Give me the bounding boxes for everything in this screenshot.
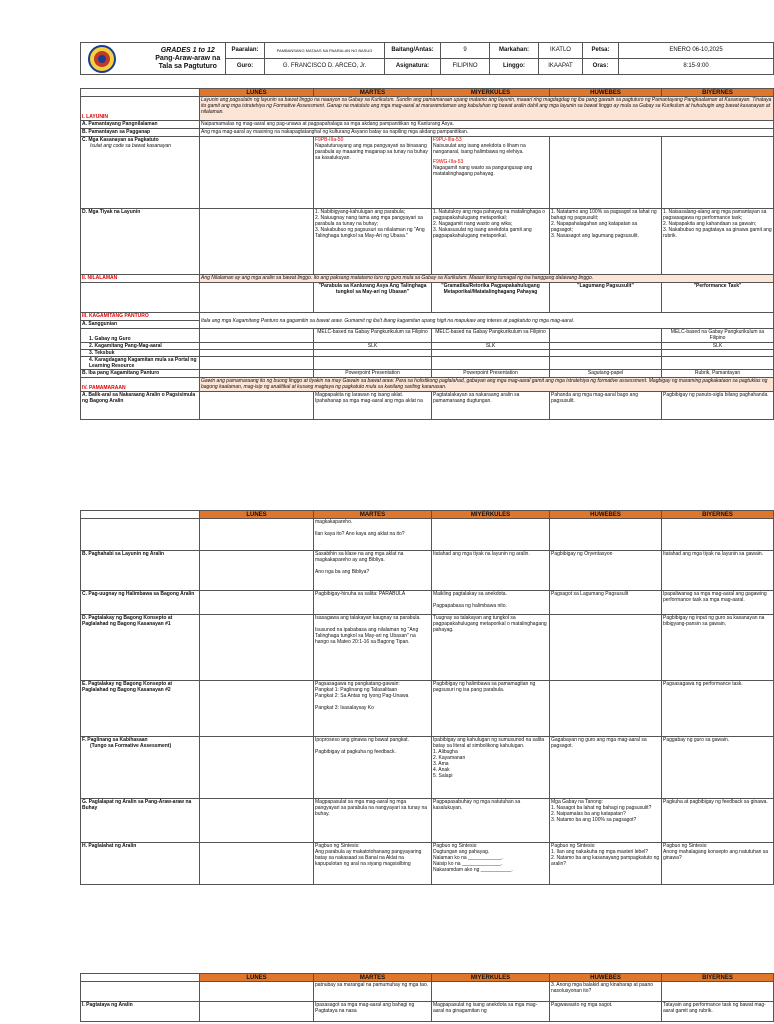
slk-martes: SLK [314,343,432,350]
day-header-row [81,89,774,97]
melc-martes: MELC-based na Gabay Pangkurikulum sa Filipino [314,329,432,343]
day-martes: MARTES [314,511,432,519]
pamantayang-pangnilalaman-row [81,121,774,129]
day-martes: MARTES [314,89,432,97]
iba-huwebes: Sagutang-papel [550,370,662,378]
kasanayan-label-cell [81,137,200,209]
paglinang-label-cell [81,737,200,799]
paglalapat-martes: Magpapasulat sa mga mag-aaral ng mga pangyayari sa parabula na nangyayari sa tunay na buhay. [314,799,432,843]
nilalaman-miyerkules: "Gramatika/Retorika Pagpapakahulugang Metaporikal/Matatalinghagang Pahayag [432,283,550,313]
pagtataya-label: I. Pagtataya ng Aralin [81,1002,200,1022]
paglinang-miyerkules: Ipabibigay ang kahulugan ng sumusunod na salita batay sa literal at simbolikong kahulugan. 1. Alibugha 2. Kayamanan 3. Ama 4. Anak 5. Salapi [433,737,545,779]
day-martes: MARTES [314,974,432,982]
pagtalakay-2-row [81,681,774,737]
pamamaraan-label: IV. PAMAMARAAN [81,378,200,392]
pag-uugnay-label: C. Pag-uugnay ng Halimbawa sa Bagong Aralin [81,591,200,615]
paglalapat-biyernes: Pagkuha at pagbibigay ng feedback sa ginawa. [662,799,774,843]
pamantayan-pagganap-text: Ang mga mag-aaral ay masining na nakapagtatanghal ng kulturang Asyano batay sa napiling mga akdang pampanitikan. [200,129,774,137]
kasanayan-martes [314,137,432,209]
linggo-label: Linggo: [490,59,539,75]
pag-uugnay-huwebes: Pagsagot sa Lagumang Pagsusulit [550,591,662,615]
paghahabi-martes: Sasabihin sa klase na ang mga aklat na magkakapareho ay ang Bibliya. Ano nga ba ang Bibliya? [315,551,404,575]
paglinang-label: F. Paglinang sa Kabihasaan [82,737,148,743]
page-3 [80,973,773,1022]
day-biyernes: BIYERNES [662,511,774,519]
pag-uugnay-martes: Pagbibigay-hinuha sa salita: PARABULA [314,591,432,615]
tiyak-na-layunin-row [81,209,774,275]
miyerkules-kasanayan-2: Nagagamit nang wasto sa pangungusap ang matatalinghagang pahayag. [433,165,533,177]
markahan-label: Markahan: [490,43,539,59]
teksbuk-label: 3. Teksbuk [81,350,200,357]
day-lunes: LUNES [200,974,314,982]
page-2 [80,510,773,885]
paglalapat-huwebes: Mga Gabay na Tanong: 1. Nasagot ba lahat ng bahagi ng pagsusulit? 2. Naipamalas ba ang katapatan? 3. Natamo ba ang 100% sa pagsagot? [551,799,652,823]
pagtalakay-2-miyerkules: Pagbibigay ng halimbawa sa pamamagitan ng pagsusuri ng isa pang parabula. [432,681,550,737]
paglalapat-miyerkules: Pagpapasabuhay ng mga natutuhan sa kasalukuyan. [432,799,550,843]
pagtalakay-1-biyernes: Pagbibigay ng input ng guro sa kasanayan na bibigyang-pansin sa gawain. [662,615,774,681]
balik-aral-miyerkules: Pagtatalakayan sa nakaraang aralin sa pamamaraang dugtungan. [432,392,550,420]
paglalahat-huwebes: Pagbuo ng Sintesis: 1. Ilan ang nakakuha ng mga masteri lebel? 2. Natamo ba ang kasanayang pampagkatuto ng aralin? [551,843,660,867]
karagdagang-label: 4. Karagdagang Kagamitan mula sa Portal ng Learning Resource [81,357,200,370]
pag-uugnay-row [81,591,774,615]
layunin-row [81,97,774,121]
pagtataya-miyerkules: Magpapasulat ng isang anekdota sa mga mag-aaral na ginagamitan ng [432,1002,550,1022]
paglalahat-label: H. Paglalahat ng Aralin [81,843,200,885]
pamamaraan-desc: Gawin ang pamamaraang ito ng buong linggo at tiyakin na may Gawain sa bawat araw. Para sa holistikong paglalahad, gabayan ang mga mag-aaral gamit ang mga istratehiya ng formative assessment. Magbigay ng maraming pagkakataon sa pagtuklas ng bagong kaalaman, mag-isip ng analitikal at kusang magtaya ng pagkatuto mula sa kanilang sariling karanasan. [200,378,774,392]
tiyak-miyerkules: 1. Natutukoy ang mga pahayag na matalinghaga o pagpapakahulugang metaporikal; 2. Nagagamit nang wasto ang wika; 3. Nakasusulat ng isang anekdota gamit ang pagpapakahulugang metaporikal. [433,209,546,239]
tiyak-na-layunin-label: D. Mga Tiyak na Layunin [81,209,200,275]
tiyak-martes: 1. Nabibigyang-kahulugan ang parabula; 2. Naiuugnay nang tama ang mga pangyayari sa parabula sa tunay na buhay; 3. Nakabubuo ng pagsusuri sa nilalaman ng "Ang Talinghaga tungkol sa May-Ari ng Ubasa." [315,209,425,239]
day-lunes: LUNES [200,511,314,519]
paglinang-row [81,737,774,799]
lesson-table-3 [80,973,774,1022]
kagamitang-mag-aaral-label: 2. Kagamitang Pang-Mag-aaral [81,343,200,350]
guro-label: Guro: [226,59,265,75]
pagtalakay-2-biyernes: Pagsasagawa ng performance task. [662,681,774,737]
pamamaraan-row [81,378,774,392]
teksbuk-row [81,350,774,357]
asignatura-value: FILIPINO [441,59,490,75]
kasanayan-label: C. Mga Kasanayan sa Pagkatuto [82,137,159,143]
paglalahat-martes: Pagbuo ng Sintesis: Ang parabula ay makatotohanang pangyayaring batay sa nakasaad sa Banal na Aklat na kapupulotan ng aral na siyang magsisilbing [315,843,422,867]
petsa-value: ENERO 06-10,2025 [619,43,774,59]
gabay-guro-row [81,329,774,343]
miyerkules-code-2: F9WG-IIIa-53 [433,159,464,165]
balik-aral-huwebes: Pahanda ang mga mag-aaral bago ang pagsusulit. [550,392,662,420]
nilalaman-topics-row [81,283,774,313]
pamantayang-pangnilalaman-label: A. Pamantayang Pangnilalaman [81,121,200,129]
nilalaman-row [81,275,774,283]
iba-pang-kagamitan-label: B. Iba pang Kagamitang Panturo [81,370,200,378]
nilalaman-desc: Ang Nilalaman ay ang mga aralin sa bawat linggo. Ito ang paksang matatamo turo ng guro mula sa Gabay sa Kurikulum. Maaari itong tumagal ng isa hanggang dalawang linggo. [200,275,774,283]
tiyak-huwebes: 1. Natatamo ang 100% sa pagsagot sa lahat ng bahagi ng pagsusulit; 2. Napapahalagahan ang katapatan sa pagsagot; 3. Nasasagot ang lagumang pagsusulit. [551,209,657,239]
day-huwebes: HUWEBES [550,511,662,519]
pagtalakay-1-row [81,615,774,681]
oras-value: 8:15-9:00 [619,59,774,75]
day-header-row-3 [81,974,774,982]
balik-aral-label: A. Balik-aral sa Nakaraang Aralin o Pagsisimula ng Bagong Aralin [81,392,200,420]
pagtalakay-1-label: D. Pagtalakay ng Bagong Konsepto at Paglalahad ng Bagong Kasanayan #1 [81,615,200,681]
header-table [80,42,774,75]
pagtalakay-1-martes: Isasagawa ang talakayan kaugnay sa parabula. Isusunod na ipababasa ang nilalaman ng "Ang Talinghaga tungkol sa May-ari ng Ubasan" na hango sa Mateo 20:1-16 sa Bagong Tipan. [315,615,421,645]
asignatura-label: Asignatura: [385,59,441,75]
deped-seal-icon [87,45,117,73]
paghahabi-miyerkules: Itatahad ang mga tiyak na layunin ng aralin. [432,551,550,591]
oras-label: Oras: [583,59,619,75]
nilalaman-label: II. NILALAMAN [81,275,200,283]
paglinang-huwebes: Gagabayan ng guro ang mga mag-aaral sa pagsagot. [550,737,662,799]
kasanayan-sub: Isulat ang code sa bawat kasanayan [90,143,171,149]
day-lunes: LUNES [200,89,314,97]
paglalapat-label: G. Paglalapat ng Aralin sa Pang-Araw-araw na Buhay [81,799,200,843]
karagdagang-row [81,357,774,370]
petsa-label: Petsa: [583,43,619,59]
continuation-martes-3: patnubay sa marangal na pamumuhay ng mga tao. [314,982,432,1002]
day-biyernes: BIYERNES [662,974,774,982]
paglalahat-row [81,843,774,885]
day-huwebes: HUWEBES [550,974,662,982]
pagtalakay-2-martes: Pagsasagawa ng pangkatang-gawain: Pangkat 1: Paglinang ng Talasalitaan Pangkat 2: Sa Antas ng Iyong Pag-Unawa Pangkat 3: Isasalaysay Ko [315,681,409,711]
kagamitan-desc: Itala ang mga Kagamitang Panturo na gagamitin sa bawat araw. Gumamit ng iba't ibang kagamitan upang higit na mapukaw ang interes at pagkatuto ng mga mag-aaral. [200,313,774,329]
layunin-label: I. LAYUNIN [81,97,200,121]
continuation-row [81,519,774,551]
kasanayan-row [81,137,774,209]
day-miyerkules: MIYERKULES [432,974,550,982]
nilalaman-biyernes: "Performance Task" [662,283,774,313]
page-1 [80,42,773,420]
baitang-label: Baitang/Antas: [385,43,441,59]
day-miyerkules: MIYERKULES [432,89,550,97]
grades-label: GRADES 1 to 12 [160,46,215,54]
paghahabi-biyernes: Itatahad ang mga tiyak na layunin sa gawain. [662,551,774,591]
continuation-huwebes-3: 3. Anong mga balakid ang kinaharap at paano nasolusyonan ito? [550,982,662,1002]
balik-aral-row [81,392,774,420]
paglinang-biyernes: Paggabay ng guro sa gawain. [662,737,774,799]
paglalahat-miyerkules: Pagbuo ng Sintesis: Dugtungan ang pahayag. Nalaman ko na ____________. Naisip ko na ______________. Nakaramdam ako ng ___________. [433,843,513,873]
pamantayan-pagganap-label: B. Pamantayan sa Pagganap [81,129,200,137]
melc-miyerkules: MELC-based na Gabay Pangkurikulum sa Filipino [432,329,550,343]
martes-kasanayan: Napatutunayang ang mga pangyayari sa binasang parabula ay maaaring maganap sa tunay na buhay sa kasalukuyan. [315,143,428,161]
markahan-value: IKATLO [539,43,583,59]
miyerkules-code: F9PU-IIIa-53 [433,137,462,143]
pagtataya-huwebes: Pagwawasto ng mga sagot. [550,1002,662,1022]
baitang-value: 9 [441,43,490,59]
slk-miyerkules: SLK [432,343,550,350]
miyerkules-kasanayan: Naisusulat ang isang anekdota o liham na nanganaral, isang halimbawa ng elehiya. [433,143,526,155]
paaralan-label: Paaralan: [226,43,265,59]
day-biyernes: BIYERNES [662,89,774,97]
iba-miyerkules: Powerpoint Presentation [432,370,550,378]
continuation-martes: magkakapareho. Ilan kaya ito? Ano kaya ang aklat na ito? [315,519,405,537]
paaralan-value: PAMBANSANG MATAAS NA PAARALAN NG BASUG [265,43,385,59]
guro-value: G. FRANCISCO D. ARCEO, Jr. [265,59,385,75]
pagtataya-biyernes: Tatayain ang performance task ng bawat mag-aaral gamit ang rubrik. [662,1002,774,1022]
pag-uugnay-miyerkules: Maikling pagtalakay sa anekdota. Pagpapabasa ng halimbawa nito. [433,591,507,609]
tiyak-biyernes: 1. Naisasalang-alang ang mga pamantayan sa pagsasagawa ng performance task; 2. Naipapakita ang kahandaan sa gawain; 3. Nakabubuo ng pagtataya sa ginawa gamit ang rubrik. [663,209,772,239]
kasanayan-miyerkules [432,137,550,209]
paglinang-sub: (Tungo sa Formative Assessment) [90,743,172,749]
paghahabi-row [81,551,774,591]
kagamitan-label: III. KAGAMITANG PANTURO [81,313,200,321]
kagamitan-row [81,313,774,321]
paglalahat-biyernes: Pagbuo ng Sintesis: Anong mahalagang konsepto ang natutuhan sa ginawa? [663,843,769,861]
martes-code: F9PB-IIIa-50 [315,137,344,143]
nilalaman-huwebes: "Lagumang Pagsusulit" [550,283,662,313]
paghahabi-huwebes: Pagbibigay ng Oryentasyon [550,551,662,591]
nilalaman-martes: "Parabula sa Kanlurang Asya Ang Talinghaga tungkol sa May-ari ng Ubasan" [314,283,432,313]
paglalapat-row [81,799,774,843]
pamantayang-pangnilalaman-text: Naipamamalas ng mag-aaral ang pag-unawa at pagpapahalaga sa mga akdang pampanitikan ng Kanlurang Asya. [200,121,774,129]
iba-martes: Powerpoint Presentation [314,370,432,378]
pagtalakay-2-label: E. Pagtalakay ng Bagong Konsepto at Paglalahad ng Bagong Kasanayan #2 [81,681,200,737]
pagtataya-row [81,1002,774,1022]
form-name: Pang-Araw-araw na Tala sa Pagtuturo [155,54,221,70]
kagamitang-mag-aaral-row [81,343,774,350]
day-header-row-2 [81,511,774,519]
pag-uugnay-biyernes: Ipapaliwanag sa mga mag-aaral ang gagawing performance task sa mga mag-aaral. [662,591,774,615]
layunin-desc: Layunin ang pagsulatin ng layunin sa bawat linggo na naaayon sa Gabay sa Kurikulum. Sundin ang pamamaraan upang matamo ang layunin, maaari ring magdagdag ng iba pang gawain sa pagtuturo ng Pamantayang Pangkaalaman at Kasanayan. Tinataya ito gamit ang mga istratehiya ng Formative Assessment. Ganap na matututo ang mga mag-aaral at mararamdaman ang kabuluhan ng bawat aralin dahil ang mga layunin sa bawat linggo ay mula sa Gabay sa Kurikulum at huhubugin ang bawat kasanayan at nilalaman. [200,97,774,121]
linggo-value: IKAAPAT [539,59,583,75]
pagtalakay-1-miyerkules: Tuugnay sa talakayan ang tungkol sa pagpapakahulugang metaporikal o matalinghagang pahayag. [432,615,550,681]
iba-pang-kagamitan-row [81,370,774,378]
day-huwebes: HUWEBES [550,89,662,97]
balik-aral-martes: Magpapakita ng larawan ng isang aklat. Ipahahanap sa mga mag-aaral ang mga aklat na [314,392,432,420]
lesson-table-1 [80,88,774,420]
iba-biyernes: Rubrik, Pamantayan [662,370,774,378]
form-title [151,43,226,75]
sanggunian-label: A. Sanggunian [81,321,200,329]
gabay-guro-label: 1. Gabay ng Guro [81,329,200,343]
paghahabi-label: B. Paghahabi sa Layunin ng Aralin [81,551,200,591]
school-seal [81,43,151,75]
slk-biyernes: SLK [662,343,774,350]
lesson-table-2 [80,510,774,885]
pamantayan-pagganap-row [81,129,774,137]
continuation-row-3 [81,982,774,1002]
balik-aral-biyernes: Pagbibigay ng panuto-sigla bilang paghahanda. [662,392,774,420]
pagtataya-martes: Ipasasagot sa mga mag-aaral ang bahagi ng Pagtataya na nasa [314,1002,432,1022]
melc-biyernes: MELC-based na Gabay Pangkurikulum sa Filipino [662,329,774,343]
day-miyerkules: MIYERKULES [432,511,550,519]
paglinang-martes: Ipoproseso ang ginawa ng bawat pangkat. Pagbibigay at pagkuha ng feedback. [315,737,409,755]
